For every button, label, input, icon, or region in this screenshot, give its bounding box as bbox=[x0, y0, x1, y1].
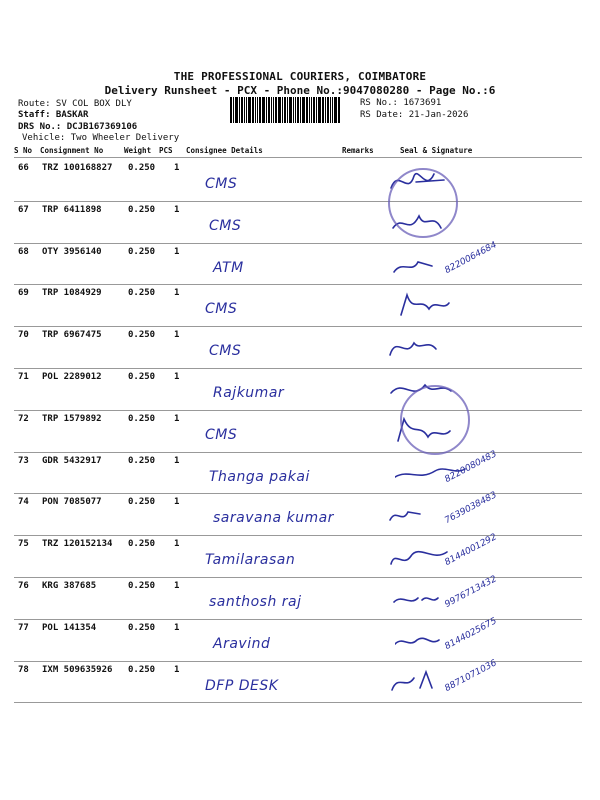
row-consignment-no: TRZ 120152134 bbox=[42, 539, 113, 550]
row-weight: 0.250 bbox=[128, 372, 156, 382]
row-pcs: 1 bbox=[174, 288, 180, 299]
row-weight: 0.250 bbox=[128, 413, 156, 424]
row-phone: 7639038483 bbox=[443, 490, 499, 527]
row-divider bbox=[14, 368, 582, 369]
row-sno: 77 bbox=[18, 622, 29, 633]
row-weight: 0.250 bbox=[128, 455, 156, 466]
signature bbox=[386, 500, 461, 532]
row-consignee-name: CMS bbox=[209, 343, 242, 360]
row-pcs: 1 bbox=[174, 497, 180, 508]
row-consignment-no: POL 141354 bbox=[42, 622, 97, 633]
col-remarks: Remarks bbox=[342, 146, 374, 155]
row-pcs: 1 bbox=[174, 622, 180, 633]
row-pcs: 1 bbox=[174, 413, 180, 424]
row-sno: 78 bbox=[18, 664, 29, 675]
row-divider bbox=[14, 452, 582, 453]
row-sno: 69 bbox=[18, 288, 29, 299]
row-sno: 76 bbox=[18, 581, 29, 591]
row-pcs: 1 bbox=[174, 330, 180, 341]
row-pcs: 1 bbox=[174, 246, 180, 257]
row-pcs: 1 bbox=[174, 539, 180, 550]
row-weight: 0.250 bbox=[128, 204, 156, 215]
header-divider bbox=[14, 157, 582, 158]
row-consignment-no: IXM 509635926 bbox=[42, 664, 113, 675]
row-weight: 0.250 bbox=[128, 581, 156, 591]
row-weight: 0.250 bbox=[128, 288, 156, 299]
row-divider bbox=[14, 619, 582, 620]
row-divider bbox=[14, 243, 582, 244]
row-consignment-no: PON 7085077 bbox=[42, 497, 102, 508]
barcode bbox=[230, 97, 357, 123]
row-divider bbox=[14, 326, 582, 327]
row-weight: 0.250 bbox=[128, 622, 156, 633]
row-divider bbox=[14, 535, 582, 536]
row-consignee-name: santhosh raj bbox=[209, 594, 302, 610]
row-consignment-no: TRP 1579892 bbox=[42, 413, 102, 424]
row-consignee-name: Tamilarasan bbox=[205, 552, 296, 569]
row-phone: 8220080483 bbox=[443, 448, 499, 485]
row-consignment-no: GDR 5432917 bbox=[42, 455, 102, 466]
row-weight: 0.250 bbox=[128, 246, 156, 257]
row-consignment-no: TRP 6967475 bbox=[42, 330, 102, 341]
vehicle-label: Vehicle: Two Wheeler Delivery bbox=[22, 133, 180, 143]
row-sno: 66 bbox=[18, 163, 29, 173]
row-consignment-no: TRP 1084929 bbox=[42, 288, 102, 299]
row-consignment-no: POL 2289012 bbox=[42, 372, 102, 382]
row-weight: 0.250 bbox=[128, 163, 156, 173]
row-sno: 72 bbox=[18, 413, 29, 424]
row-pcs: 1 bbox=[174, 664, 180, 675]
row-phone: 8871071036 bbox=[443, 657, 499, 694]
row-consignee-name: Aravind bbox=[213, 635, 271, 652]
row-weight: 0.250 bbox=[128, 539, 156, 550]
row-pcs: 1 bbox=[174, 581, 180, 591]
row-divider bbox=[14, 284, 582, 285]
staff-label: Staff: BASKAR bbox=[18, 110, 89, 120]
col-consignment: Consignment No bbox=[40, 146, 104, 155]
row-consignee-name: CMS bbox=[209, 217, 242, 234]
row-pcs: 1 bbox=[174, 163, 180, 173]
col-sno: S No bbox=[14, 146, 33, 155]
row-sno: 70 bbox=[18, 330, 29, 341]
row-consignee-name: CMS bbox=[205, 426, 238, 443]
company-title: THE PROFESSIONAL COURIERS, COIMBATORE bbox=[173, 70, 427, 83]
row-consignment-no: TRP 6411898 bbox=[42, 204, 102, 215]
row-phone: 9976713432 bbox=[443, 574, 499, 610]
row-consignment-no: OTY 3956140 bbox=[42, 246, 102, 257]
row-divider bbox=[14, 201, 582, 202]
row-divider bbox=[14, 661, 582, 662]
row-consignee-name: CMS bbox=[205, 176, 238, 192]
seal-stamp bbox=[400, 385, 470, 455]
row-phone: 8220064684 bbox=[443, 239, 499, 276]
signature bbox=[395, 459, 470, 491]
col-consignee: Consignee Details bbox=[186, 146, 263, 155]
row-pcs: 1 bbox=[174, 372, 180, 382]
signature bbox=[395, 626, 470, 658]
signature bbox=[386, 668, 461, 700]
runsheet-title: Delivery Runsheet - PCX - Phone No.:9047080280 - Page No.:6 bbox=[104, 84, 496, 97]
col-seal-signature: Seal & Signature bbox=[400, 146, 473, 155]
row-divider bbox=[14, 702, 582, 703]
row-pcs: 1 bbox=[174, 204, 180, 215]
row-consignee-name: DFP DESK bbox=[205, 677, 279, 694]
row-sno: 74 bbox=[18, 497, 29, 508]
signature bbox=[386, 333, 461, 365]
col-weight: Weight bbox=[124, 146, 152, 155]
row-phone: 8144025675 bbox=[443, 616, 499, 652]
rs-date: RS Date: 21-Jan-2026 bbox=[360, 110, 469, 120]
row-sno: 68 bbox=[18, 246, 29, 257]
row-divider bbox=[14, 493, 582, 494]
row-divider bbox=[14, 577, 582, 578]
row-divider bbox=[14, 410, 582, 411]
row-weight: 0.250 bbox=[128, 330, 156, 341]
row-consignee-name: Thanga pakai bbox=[209, 468, 310, 485]
row-weight: 0.250 bbox=[128, 497, 156, 508]
rs-number: RS No.: 1673691 bbox=[360, 98, 442, 108]
route-label: Route: SV COL BOX DLY bbox=[18, 99, 132, 109]
signature bbox=[389, 542, 464, 574]
row-sno: 71 bbox=[18, 372, 29, 382]
row-phone: 8144001292 bbox=[443, 532, 499, 569]
col-pcs: PCS bbox=[159, 146, 173, 155]
row-consignment-no: TRZ 100168827 bbox=[42, 163, 113, 173]
signature bbox=[395, 291, 470, 323]
seal-stamp bbox=[388, 168, 458, 238]
row-consignee-name: Rajkumar bbox=[213, 385, 285, 401]
row-consignee-name: saravana kumar bbox=[213, 510, 334, 527]
drs-label: DRS No.: DCJB167369106 bbox=[18, 122, 138, 132]
row-consignee-name: ATM bbox=[213, 259, 244, 276]
row-sno: 73 bbox=[18, 455, 29, 466]
row-weight: 0.250 bbox=[128, 664, 156, 675]
row-pcs: 1 bbox=[174, 455, 180, 466]
signature bbox=[392, 584, 467, 616]
signature bbox=[392, 250, 467, 282]
row-consignee-name: CMS bbox=[205, 301, 238, 318]
row-sno: 75 bbox=[18, 539, 29, 550]
row-sno: 67 bbox=[18, 204, 29, 215]
row-consignment-no: KRG 387685 bbox=[42, 581, 97, 591]
